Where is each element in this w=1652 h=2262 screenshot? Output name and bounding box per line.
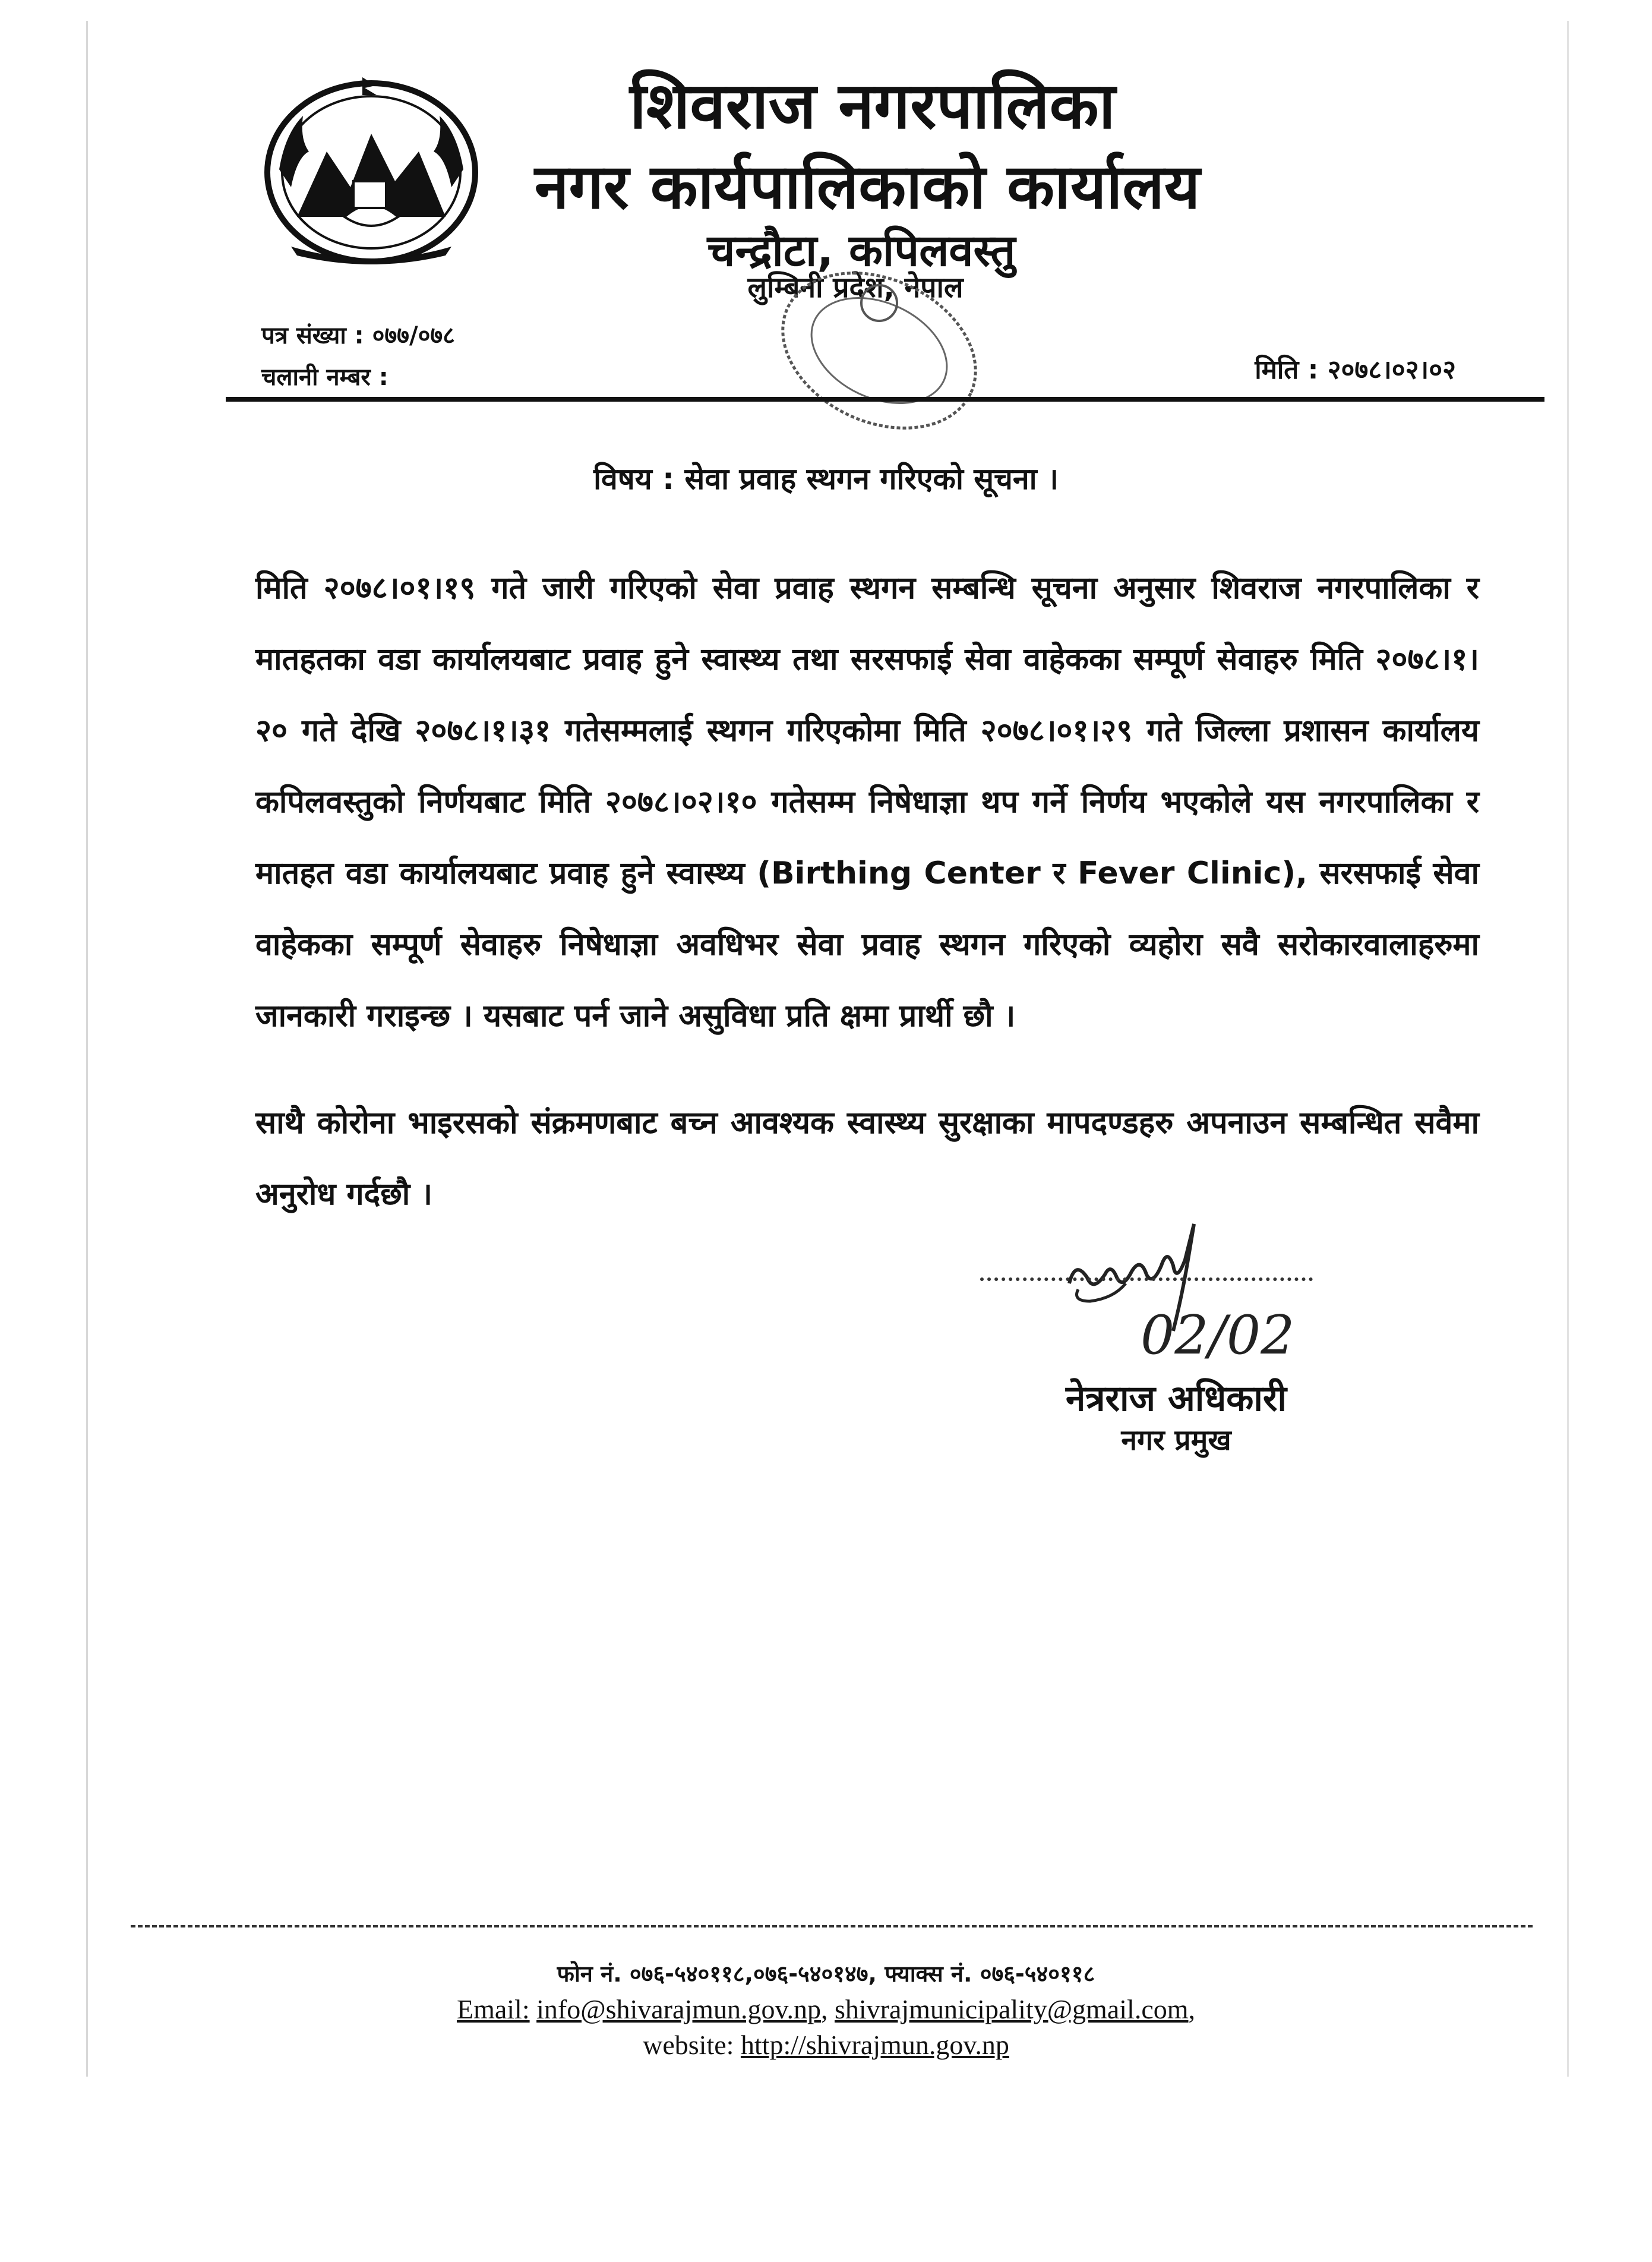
office-subtitle: नगर कार्यपालिकाको कार्यालय — [534, 150, 1201, 223]
email-label: Email: — [456, 1994, 530, 2024]
email-link-2[interactable]: shivrajmunicipality@gmail.com — [834, 1994, 1189, 2024]
website-label: website: — [643, 2030, 734, 2060]
signer-name: नेत्रराज अधिकारी — [1066, 1378, 1287, 1419]
office-name: शिवराज नगरपालिका — [630, 69, 1116, 143]
footer-phone: फोन नं. ०७६-५४०११८,०७६-५४०१४७, फ्याक्स नं. ०७६-५४०११८ — [557, 1961, 1095, 1987]
dispatch-number: चलानी नम्बर : — [261, 364, 388, 391]
office-province: लुम्बिनी प्रदेश, नेपाल — [747, 271, 964, 304]
nepal-emblem-icon — [255, 68, 487, 270]
footer-divider — [131, 1925, 1533, 1927]
email-separator: , — [820, 1994, 828, 2024]
website-link[interactable]: http://shivrajmun.gov.np — [740, 2030, 1009, 2060]
email-end: , — [1188, 1994, 1196, 2024]
letter-number: पत्र संख्या : ०७७/०७८ — [261, 322, 455, 349]
letter-date: मिति : २०७८।०२।०२ — [1255, 355, 1456, 385]
signature-line — [980, 1277, 1313, 1281]
header-divider — [226, 397, 1544, 402]
body-paragraph-2: साथै कोरोना भाइरसको संक्रमणबाट बच्न आवश्यक स्वास्थ्य सुरक्षाका मापदण्डहरु अपनाउन सम्बन्धित सवैमा अनुरोध गर्दछौ । — [255, 1105, 1479, 1212]
signer-title: नगर प्रमुख — [1121, 1424, 1231, 1457]
office-stamp-icon — [766, 261, 992, 440]
signature-date: 02/02 — [1141, 1304, 1295, 1367]
office-address: चन्द्रौटा, कपिलवस्तु — [707, 225, 1016, 276]
body-paragraph-1: मिति २०७८।०१।१९ गते जारी गरिएको सेवा प्रवाह स्थगन सम्बन्धि सूचना अनुसार शिवराज नगरपालिका र मातहतका वडा कार्यालयबाट प्रवाह हुने स्वास्थ्य तथा सरसफाई सेवा वाहेकका सम्पूर्ण सेवाहरु मिति २०७८।१।२० गते देखि २०७८।१।३१ गतेसम्मलाई स्थगन गरिएकोमा मिति २०७८।०१।२९ गते जिल्ला प्रशासन कार्यालय कपिलवस्तुको निर्णयबाट मिति २०७८।०२।१० गतेसम्म निषेधाज्ञा थप गर्ने निर्णय भएकोले यस नगरपालिका र मातहत वडा कार्यालयबाट प्रवाह हुने स्वास्थ्य (Birthing Center र Fever Clinic), सरसफाई सेवा वाहेकका सम्पूर्ण सेवाहरु निषेधाज्ञा अवधिभर सेवा प्रवाह स्थगन गरिएको व्यहोरा सवै सरोकारवालाहरुमा जानकारी गराइन्छ । यसबाट पर्न जाने असुविधा प्रति क्षमा प्रार्थी छौ । — [255, 570, 1479, 1034]
email-link-1[interactable]: info@shivarajmun.gov.np — [536, 1994, 821, 2024]
letter-subject: विषय : सेवा प्रवाह स्थगन गरिएको सूचना । — [593, 462, 1059, 496]
footer-website-line — [0, 2029, 1652, 2061]
footer-email-line — [0, 1993, 1652, 2025]
